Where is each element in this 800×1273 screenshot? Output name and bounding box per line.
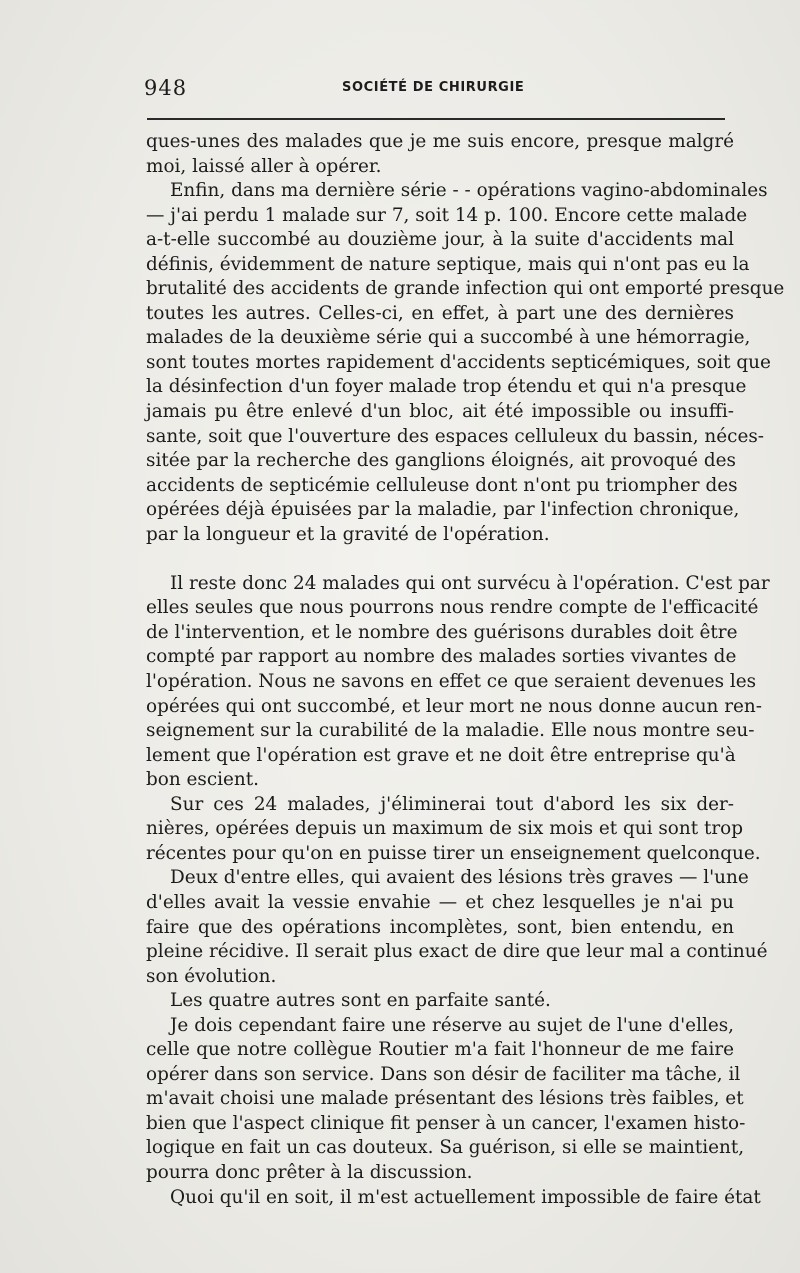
text-line: sitée par la recherche des ganglions éloignés, ait provoqué des (146, 450, 736, 472)
text-line: elles seules que nous pourrons nous rendre compte de l'efficacité (146, 597, 759, 619)
text-line: ques-unes des malades que je me suis encore, presque malgré (146, 131, 734, 152)
text-line: m'avait choisi une malade présentant des lésions très faibles, et (146, 1088, 744, 1110)
text-line: brutalité des accidents de grande infection qui ont emporté presque (146, 278, 785, 300)
text-line: d'elles avait la vessie envahie — et chez lesquelles je n'ai pu (146, 891, 734, 913)
text-line: compté par rapport au nombre des malades sorties vivantes de (146, 646, 737, 668)
text-line: malades de la deuxième série qui a succombé à une hémorragie, (146, 327, 751, 349)
page-header (144, 76, 734, 100)
text-line: accidents de septicémie celluleuse dont n'ont pu triompher des (146, 474, 738, 496)
text-line: Les quatre autres sont en parfaite santé. (170, 990, 551, 1012)
text-line: Sur ces 24 malades, j'éliminerai tout d'abord les six der- (170, 793, 734, 815)
text-line: Il reste donc 24 malades qui ont survécu à l'opération. C'est par (170, 572, 770, 594)
text-line: définis, évidemment de nature septique, mais qui n'ont pas eu la (146, 253, 750, 275)
text-line: logique en fait un cas douteux. Sa guérison, si elle se maintient, (146, 1137, 745, 1159)
running-title: SOCIÉTÉ DE CHIRURGIE (342, 80, 525, 95)
text-line: opérées qui ont succombé, et leur mort ne nous donne aucun ren- (146, 695, 762, 717)
text-line: seignement sur la curabilité de la maladie. Elle nous montre seu- (146, 720, 755, 742)
text-line: Enfin, dans ma dernière série - - opérations vagino-abdominales (170, 180, 768, 202)
header-rule (147, 118, 725, 120)
body-text (146, 130, 785, 1210)
text-line: bien que l'aspect clinique fit penser à un cancer, l'examen histo- (146, 1112, 746, 1134)
text-line: faire que des opérations incomplètes, sont, bien entendu, en (146, 916, 734, 938)
page-number: 948 (144, 76, 188, 100)
text-line: son évolution. (146, 965, 277, 987)
text-line: — j'ai perdu 1 malade sur 7, soit 14 p. 100. Encore cette malade (146, 204, 748, 226)
text-line: sont toutes mortes rapidement d'accidents septicémiques, soit que (146, 351, 771, 373)
text-line: Deux d'entre elles, qui avaient des lésions très graves — l'une (170, 867, 749, 889)
text-line: opérer dans son service. Dans son désir de faciliter ma tâche, il (146, 1063, 741, 1085)
text-line: nières, opérées depuis un maximum de six mois et qui sont trop (146, 818, 743, 840)
text-line: a-t-elle succombé au douzième jour, à la suite d'accidents mal (146, 229, 734, 251)
text-line: celle que notre collègue Routier m'a fait l'honneur de me faire (146, 1039, 734, 1061)
text-line: la désinfection d'un foyer malade trop étendu et qui n'a presque (146, 376, 747, 398)
text-line: l'opération. Nous ne savons en effet ce que seraient devenues les (146, 671, 757, 693)
text-line: de l'intervention, et le nombre des guérisons durables doit être (146, 621, 738, 643)
text-line: sante, soit que l'ouverture des espaces celluleux du bassin, néces- (146, 425, 764, 447)
text-line: lement que l'opération est grave et ne doit être entreprise qu'à (146, 744, 736, 766)
text-line: pleine récidive. Il serait plus exact de dire que leur mal a continué (146, 941, 768, 963)
text-line: bon escient. (146, 769, 260, 791)
text-line: toutes les autres. Celles-ci, en effet, à part une des dernières (146, 302, 734, 324)
text-line: par la longueur et la gravité de l'opération. (146, 523, 550, 545)
text-line: Je dois cependant faire une réserve au sujet de l'une d'elles, (170, 1014, 734, 1036)
paragraph-gap (146, 547, 734, 572)
text-line: Quoi qu'il en soit, il m'est actuellement impossible de faire état (170, 1186, 761, 1208)
text-line: pourra donc prêter à la discussion. (146, 1161, 473, 1183)
text-line: récentes pour qu'on en puisse tirer un enseignement quelconque. (146, 842, 761, 864)
text-line: moi, laissé aller à opérer. (146, 155, 382, 177)
text-line: jamais pu être enlevé d'un bloc, ait été impossible ou insuffi- (146, 401, 734, 423)
text-line: opérées déjà épuisées par la maladie, par l'infection chronique, (146, 499, 740, 521)
